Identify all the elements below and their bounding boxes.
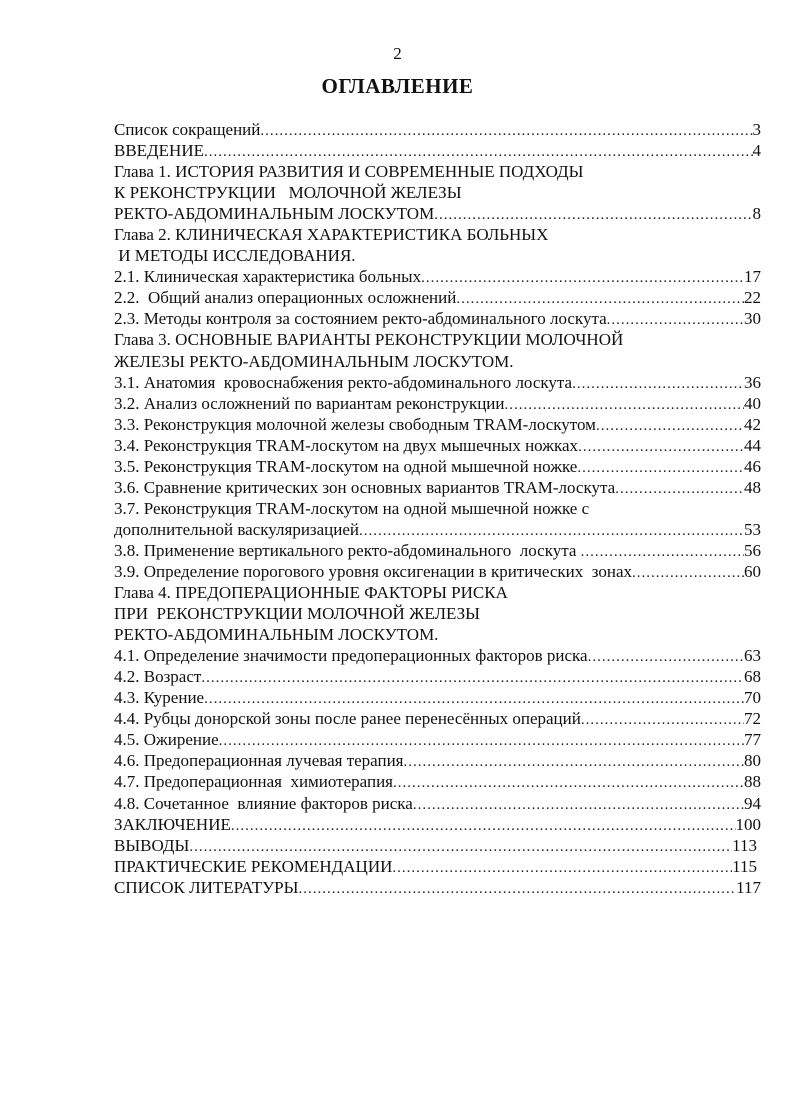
- toc-entry-page: 70: [744, 688, 761, 708]
- toc-leader-dots: [581, 710, 744, 729]
- toc-entry: [114, 750, 761, 771]
- toc-entry-page: 115: [732, 856, 757, 876]
- toc-leader-dots: [578, 437, 744, 456]
- toc-entry: [114, 729, 761, 750]
- toc-entry-page: 56: [744, 540, 761, 560]
- toc-leader-dots: [588, 647, 744, 666]
- toc-entry-title: дополнительной васкуляризацией: [114, 519, 360, 539]
- toc-entry-page: 80: [744, 751, 761, 771]
- toc-entry-title: ПРАКТИЧЕСКИЕ РЕКОМЕНДАЦИИ: [114, 856, 393, 876]
- toc-entry-title: 3.7. Реконструкция TRAM-лоскутом на одной мышечной ножке с: [114, 498, 590, 518]
- toc-entry: [114, 372, 761, 393]
- toc-entry-page: 100: [735, 814, 761, 834]
- toc-entry: [114, 287, 761, 308]
- toc-entry-page: 17: [744, 267, 761, 287]
- toc-leader-dots: [596, 416, 744, 435]
- toc-leader-dots: [572, 374, 744, 393]
- toc-entry-title: РЕКТО-АБДОМИНАЛЬНЫМ ЛОСКУТОМ: [114, 204, 435, 224]
- toc-entry-page: 48: [744, 477, 761, 497]
- toc-leader-dots: [581, 542, 744, 561]
- toc-entry-page: 72: [744, 709, 761, 729]
- toc-leader-dots: [201, 668, 744, 687]
- toc-entry-page: 88: [744, 772, 761, 792]
- toc-entry-title: 2.1. Клиническая характеристика больных: [114, 267, 422, 287]
- toc-entry-page: 113: [732, 835, 757, 855]
- toc-entry: [114, 119, 761, 140]
- toc-entry-page: 4: [752, 141, 761, 161]
- page-number: 2: [393, 44, 402, 63]
- toc-entry-title: 4.3. Курение: [114, 688, 205, 708]
- toc-entry-page: 36: [744, 372, 761, 392]
- toc-entry-page: 42: [744, 414, 761, 434]
- toc-entry-title: Список сокращений: [114, 120, 261, 139]
- toc-leader-dots: [392, 858, 732, 877]
- toc-entry-title: 2.2. Общий анализ операционных осложнений: [114, 288, 457, 308]
- toc-entry-page: 77: [744, 730, 761, 750]
- toc-entry-page: 30: [744, 309, 761, 329]
- toc-entry-page: 40: [744, 393, 761, 413]
- toc-entry-title: 3.5. Реконструкция TRAM-лоскутом на одной мышечной ножке: [114, 456, 578, 476]
- toc-entry: [114, 771, 761, 792]
- toc-leader-dots: [505, 395, 744, 414]
- toc-entry: [114, 582, 761, 603]
- toc-leader-dots: [189, 837, 732, 856]
- toc-entry-title: 4.7. Предоперационная химиотерапия: [114, 772, 393, 792]
- toc-entry-page: 44: [744, 435, 761, 455]
- toc-entry: [114, 835, 761, 856]
- toc-leader-dots: [632, 563, 744, 582]
- toc-entry: [114, 793, 761, 814]
- toc-entry-title: РЕКТО-АБДОМИНАЛЬНЫМ ЛОСКУТОМ.: [114, 625, 439, 645]
- toc-entry-title: ЗАКЛЮЧЕНИЕ: [114, 814, 231, 834]
- toc-entry: [114, 308, 761, 329]
- toc-entry-page: 46: [744, 456, 761, 476]
- toc-entry-page: 8: [752, 204, 761, 224]
- toc-entry-page: 53: [744, 519, 761, 539]
- toc-entry: [114, 498, 761, 519]
- toc-entry: [114, 540, 761, 561]
- toc-entry-page: 22: [744, 288, 761, 308]
- toc-entry: [114, 435, 761, 456]
- toc-entry-title: СПИСОК ЛИТЕРАТУРЫ: [114, 877, 299, 897]
- toc-entry: [114, 351, 761, 372]
- toc-leader-dots: [204, 689, 744, 708]
- toc-leader-dots: [359, 521, 744, 540]
- toc-entry-title: Глава 1. ИСТОРИЯ РАЗВИТИЯ И СОВРЕМЕННЫЕ ПОДХОДЫ: [114, 162, 584, 182]
- toc-leader-dots: [607, 310, 744, 329]
- toc-entry-title: 4.5. Ожирение: [114, 730, 219, 750]
- toc-entry-title: 4.6. Предоперационная лучевая терапия: [114, 751, 404, 771]
- toc-entry: [114, 624, 761, 645]
- toc-entry: [114, 266, 761, 287]
- toc-entry: [114, 519, 761, 540]
- toc-leader-dots: [260, 121, 752, 140]
- page-title: ОГЛАВЛЕНИЕ: [321, 74, 474, 98]
- toc-entry-title: 3.1. Анатомия кровоснабжения ректо-абдоминального лоскута: [114, 372, 573, 392]
- toc-entry: [114, 603, 761, 624]
- toc-entry: [114, 329, 761, 350]
- toc-entry: [114, 393, 761, 414]
- toc-entry: [114, 561, 761, 582]
- toc-entry-title: ВВЕДЕНИЕ: [114, 141, 204, 161]
- toc-entry-title: 3.2. Анализ осложнений по вариантам реконструкции: [114, 393, 505, 413]
- toc-leader-dots: [404, 752, 745, 771]
- toc-entry: [114, 161, 761, 182]
- toc-entry: [114, 687, 761, 708]
- toc-entry: [114, 708, 761, 729]
- toc-leader-dots: [434, 205, 752, 224]
- toc-leader-dots: [577, 458, 744, 477]
- toc-entry: [114, 856, 761, 877]
- toc-entry: [114, 645, 761, 666]
- toc-entry-title: 2.3. Методы контроля за состоянием ректо-абдоминального лоскута: [114, 309, 607, 329]
- toc-entry: [114, 477, 761, 498]
- toc-leader-dots: [413, 795, 744, 814]
- toc-entry: [114, 203, 761, 224]
- toc-entry-title: 4.1. Определение значимости предоперационных факторов риска: [114, 646, 588, 666]
- toc-entry-page: 68: [744, 667, 761, 687]
- toc-entry-title: ВЫВОДЫ: [114, 835, 190, 855]
- toc-entry-title: 3.6. Сравнение критических зон основных вариантов TRAM-лоскута: [114, 477, 616, 497]
- toc-entry-title: 3.3. Реконструкция молочной железы свободным TRAM-лоскутом: [114, 414, 596, 434]
- toc-entry-title: 3.4. Реконструкция TRAM-лоскутом на двух мышечных ножках: [114, 435, 579, 455]
- toc-entry-title: 4.8. Сочетанное влияние факторов риска: [114, 793, 413, 813]
- toc-entry-page: 63: [744, 646, 761, 666]
- toc-entry: [114, 182, 761, 203]
- toc-entry-title: ПРИ РЕКОНСТРУКЦИИ МОЛОЧНОЙ ЖЕЛЕЗЫ: [114, 604, 480, 624]
- toc-entry-title: Глава 2. КЛИНИЧЕСКАЯ ХАРАКТЕРИСТИКА БОЛЬНЫХ: [114, 225, 549, 245]
- toc-leader-dots: [615, 479, 744, 498]
- toc-entry-title: Глава 3. ОСНОВНЫЕ ВАРИАНТЫ РЕКОНСТРУКЦИИ МОЛОЧНОЙ: [114, 330, 624, 350]
- toc-entry-title: ЖЕЛЕЗЫ РЕКТО-АБДОМИНАЛЬНЫМ ЛОСКУТОМ.: [114, 351, 514, 371]
- toc-entry: [114, 140, 761, 161]
- toc-entry: [114, 245, 761, 266]
- toc-leader-dots: [298, 879, 736, 898]
- toc-leader-dots: [219, 731, 744, 750]
- toc-entry-title: И МЕТОДЫ ИССЛЕДОВАНИЯ.: [114, 246, 356, 266]
- toc-leader-dots: [204, 142, 753, 161]
- toc-entry-title: К РЕКОНСТРУКЦИИ МОЛОЧНОЙ ЖЕЛЕЗЫ: [114, 183, 462, 203]
- toc-entry: [114, 456, 761, 477]
- toc-entry: [114, 814, 761, 835]
- toc-entry-title: 3.9. Определение порогового уровня оксигенации в критических зонах: [114, 561, 633, 581]
- toc-entry-page: 94: [744, 793, 761, 813]
- toc-entry: [114, 414, 761, 435]
- toc-leader-dots: [421, 268, 744, 287]
- toc-entry: [114, 877, 761, 898]
- toc-entry-title: 4.4. Рубцы донорской зоны после ранее перенесённых операций: [114, 709, 581, 729]
- toc-entry-page: 60: [744, 561, 761, 581]
- toc-entry: [114, 224, 761, 245]
- toc-entry-page: 3: [752, 120, 761, 139]
- toc-entry-title: 4.2. Возраст: [114, 667, 202, 687]
- table-of-contents: [114, 119, 761, 898]
- toc-leader-dots: [231, 816, 736, 835]
- toc-entry-page: 117: [736, 877, 761, 897]
- toc-entry-title: Глава 4. ПРЕДОПЕРАЦИОННЫЕ ФАКТОРЫ РИСКА: [114, 583, 508, 603]
- toc-entry: [114, 666, 761, 687]
- toc-entry-title: 3.8. Применение вертикального ректо-абдоминального лоскута: [114, 540, 581, 560]
- toc-leader-dots: [393, 773, 744, 792]
- toc-leader-dots: [456, 289, 744, 308]
